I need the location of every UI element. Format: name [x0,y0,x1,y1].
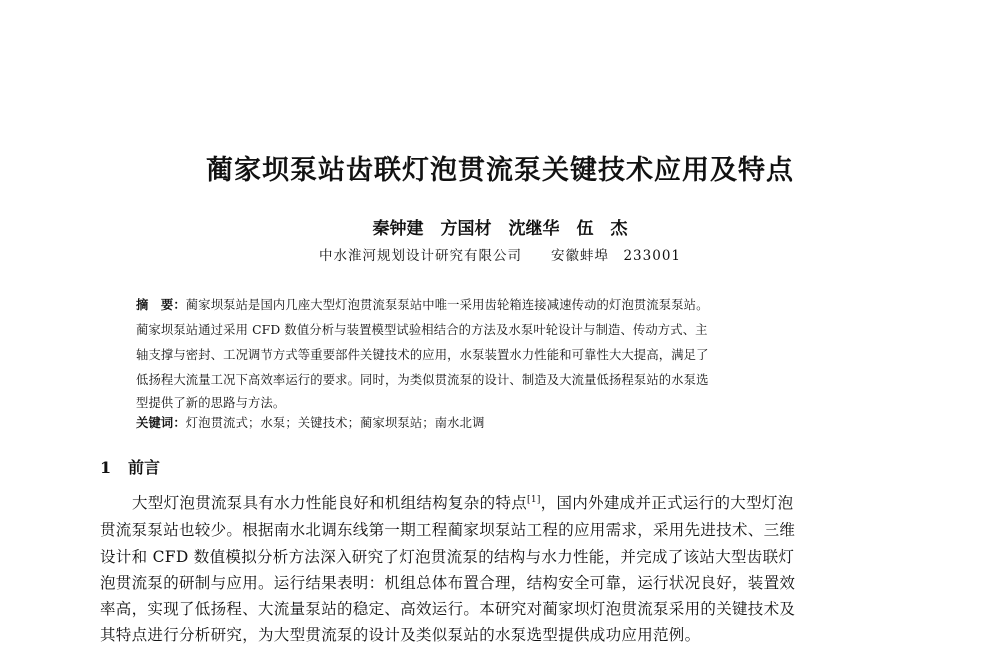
abstract-line: 轴支撑与密封、工况调节方式等重要部件关键技术的应用，水泵装置水力性能和可靠性大大提高，满足了 [136,348,709,362]
section-heading [100,455,160,478]
body-line: 贯流泵泵站也较少。根据南水北调东线第一期工程蔺家坝泵站工程的应用需求，采用先进技术、三维 [100,521,796,539]
body-line: 率高，实现了低扬程、大流量泵站的稳定、高效运行。本研究对蔺家坝灯泡贯流泵采用的关键技术及 [100,600,796,618]
keywords-label: 关键词： [136,415,186,430]
abstract-line: 蔺家坝泵站通过采用 CFD 数值分析与装置模型试验相结合的方法及水泵叶轮设计与制造、传动方式、主 [136,323,708,337]
body-line: 其特点进行分析研究，为大型贯流泵的设计及类似泵站的水泵选型提供成功应用范例。 [100,626,701,644]
section-title: 前言 [128,458,161,477]
body-line: 泡贯流泵的研制与应用。运行结果表明：机组总体布置合理，结构安全可靠，运行状况良好，装置效 [100,574,796,592]
section-number: 1 [100,458,112,477]
abstract-line: 低扬程大流量工况下高效率运行的要求。同时，为类似贯流泵的设计、制造及大流量低扬程泵站的水泵选 [136,373,709,387]
body-line [132,491,793,513]
citation-ref[interactable]: [1] [527,495,541,505]
keywords-text: 灯泡贯流式；水泵；关键技术；蔺家坝泵站；南水北调 [185,416,485,430]
body-text: ，国内外建成并正式运行的大型灯泡 [540,494,794,512]
abstract-label: 摘 要： [136,297,186,312]
author-list: 秦钟建 方国材 沈继华 伍 杰 [372,219,628,239]
abstract-line: 型提供了新的思路与方法。 [136,396,286,410]
paper-title: 蔺家坝泵站齿联灯泡贯流泵关键技术应用及特点 [206,155,794,186]
affiliation: 中水淮河规划设计研究有限公司 安徽蚌埠 233001 [318,248,682,264]
body-line: 设计和 CFD 数值模拟分析方法深入研究了灯泡贯流泵的结构与水力性能，并完成了该站大型齿联灯 [100,548,795,566]
body-text: 大型灯泡贯流泵具有水力性能良好和机组结构复杂的特点 [132,494,528,512]
abstract-text: 蔺家坝泵站是国内几座大型灯泡贯流泵泵站中唯一采用齿轮箱连接减速传动的灯泡贯流泵泵站。 [185,298,709,312]
keywords [136,413,485,431]
abstract-line [136,295,709,313]
